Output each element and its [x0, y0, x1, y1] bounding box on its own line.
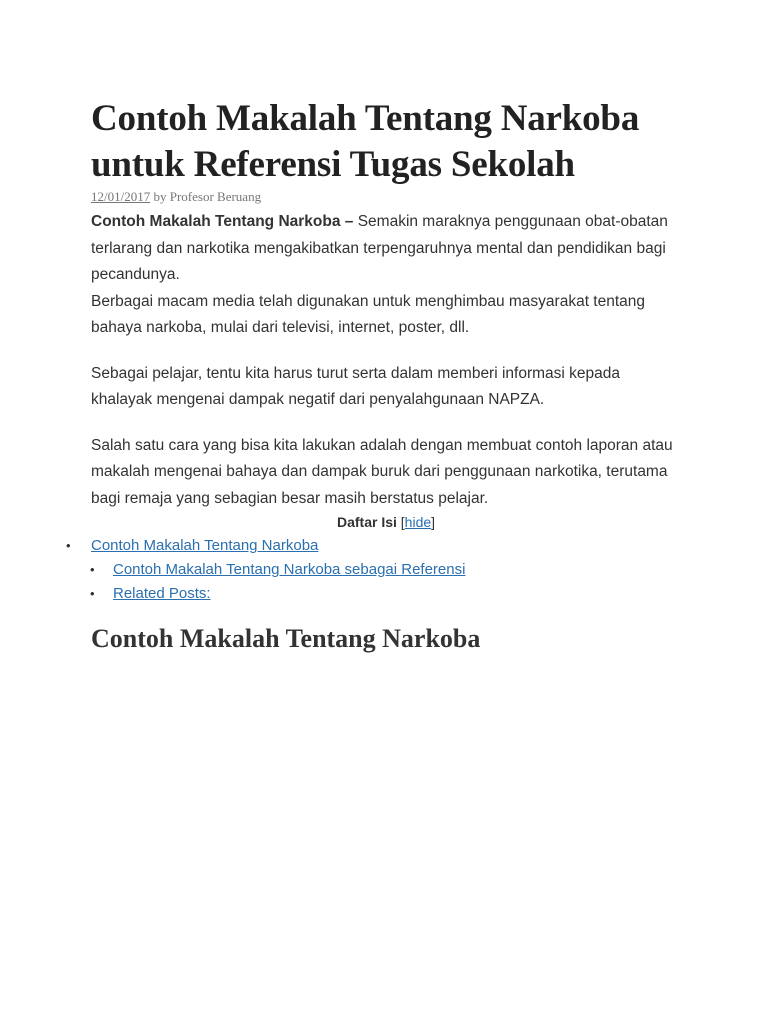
toc-close-bracket: ]	[431, 514, 436, 530]
toc-link-reference[interactable]: Contoh Makalah Tentang Narkoba sebagai Referensi	[113, 561, 466, 578]
paragraph-2: Sebagai pelajar, tentu kita harus turut serta dalam memberi informasi kepada khalayak mengenai dampak negatif dari penyalahgunaan NAPZA.	[91, 364, 621, 408]
bullet-icon: •	[90, 586, 95, 601]
bullet-icon: •	[66, 538, 71, 553]
post-by: by	[150, 189, 170, 204]
toc-link-related[interactable]: Related Posts:	[113, 585, 211, 602]
toc-item	[91, 558, 681, 582]
toc-title: Daftar Isi	[336, 514, 397, 530]
toc-hide-link[interactable]: hide	[404, 514, 432, 530]
post-date-link[interactable]: 12/01/2017	[91, 189, 151, 204]
toc-item	[91, 582, 681, 606]
toc-list	[66, 534, 681, 606]
bullet-icon: •	[90, 562, 95, 577]
section-heading: Contoh Makalah Tentang Narkoba	[91, 624, 481, 653]
article	[66, 96, 681, 656]
toc-open-bracket: [	[396, 514, 405, 530]
intro-text: Semakin maraknya penggunaan obat-obatan terlarang dan narkotika mengakibatkan terpengaruhnya mental dan pendidikan bagi pecandunya.	[91, 213, 668, 283]
intro-lead: Contoh Makalah Tentang Narkoba –	[91, 213, 354, 230]
post-author: Profesor Beruang	[169, 189, 262, 204]
toc-link-main[interactable]: Contoh Makalah Tentang Narkoba	[91, 537, 319, 554]
title-line-1: Contoh Makalah Tentang Narkoba	[91, 98, 640, 139]
toc-item	[66, 534, 681, 558]
intro-text-2: Berbagai macam media telah digunakan untuk menghimbau masyarakat tentang bahaya narkoba, mulai dari televisi, internet, poster, dll.	[91, 292, 646, 336]
title-line-2: untuk Referensi Tugas Sekolah	[91, 144, 575, 185]
page-title	[91, 96, 681, 188]
toc-header	[91, 512, 681, 532]
paragraph-3: Salah satu cara yang bisa kita lakukan adalah dengan membuat contoh laporan atau makalah mengenai bahaya dan dampak buruk dari penggunaan narkotika, terutama bagi remaja yang sebagian besar masih berstatus pelajar.	[91, 436, 673, 507]
intro-paragraph	[91, 209, 681, 342]
post-meta	[91, 188, 681, 206]
